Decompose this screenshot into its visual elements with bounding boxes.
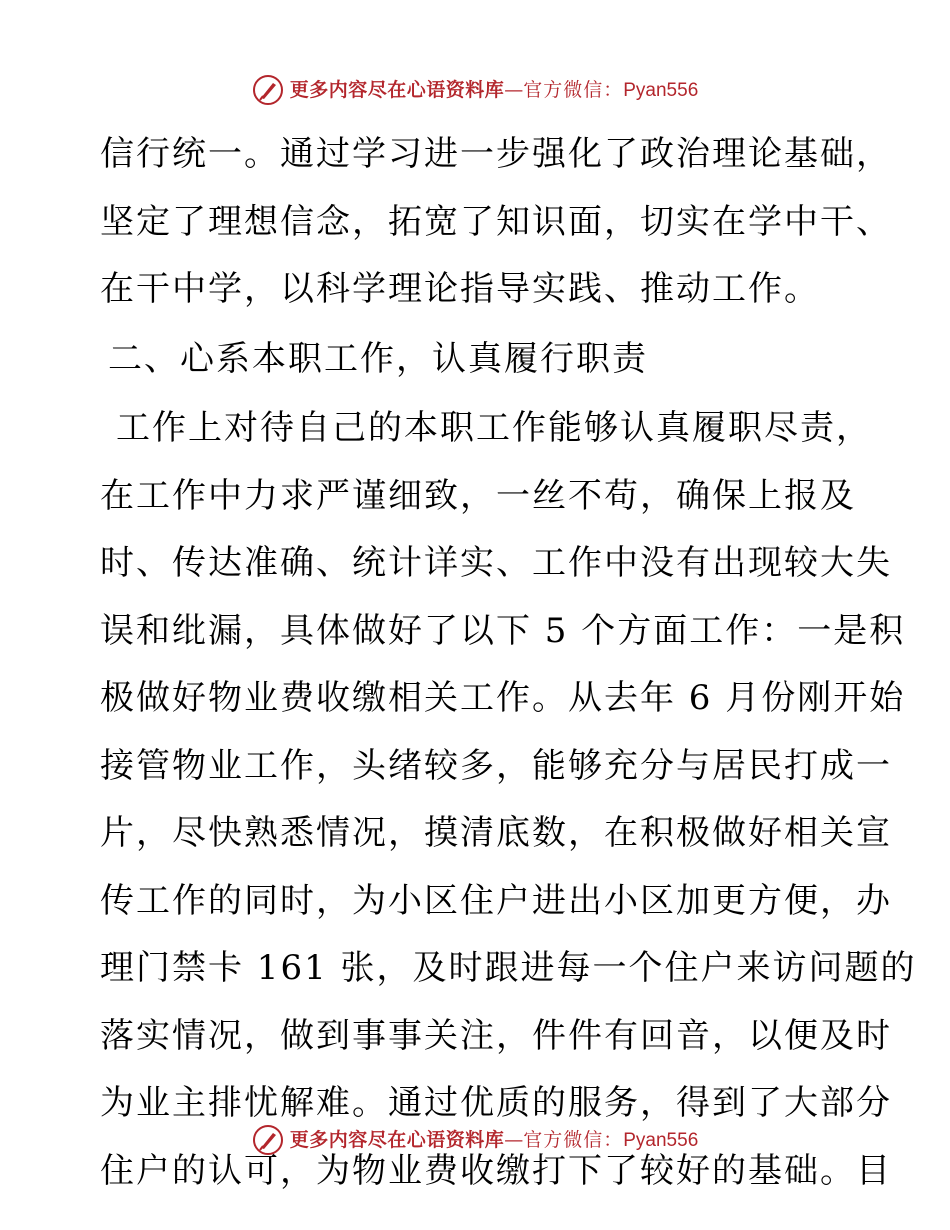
quill-pen-logo-icon xyxy=(252,74,284,106)
body-line: 坚定了理想信念，拓宽了知识面，切实在学中干、 xyxy=(100,201,892,242)
body-line: 接管物业工作，头绪较多，能够充分与居民打成一 xyxy=(100,745,892,786)
quill-pen-logo-icon xyxy=(252,1124,284,1156)
document-body xyxy=(100,121,917,1205)
body-line: 极做好物业费收缴相关工作。从去年 6 月份刚开始 xyxy=(100,678,906,718)
banner-wechat-id: Pyan556 xyxy=(623,79,699,101)
body-line: 理门禁卡 161 张，及时跟进每一个住户来访问题的 xyxy=(100,948,917,988)
body-line: 在干中学，以科学理论指导实践、推动工作。 xyxy=(100,269,820,309)
body-line: 住户的认可，为物业费收缴打下了较好的基础。目 xyxy=(100,1150,892,1191)
body-line: 在工作中力求严谨细致，一丝不苟，确保上报及 xyxy=(100,475,856,516)
footer-banner xyxy=(0,1122,950,1158)
body-line: 为业主排忧解难。通过优质的服务，得到了大部分 xyxy=(100,1083,892,1123)
banner-wechat-label: 官方微信： xyxy=(523,1128,624,1151)
body-line: 工作上对待自己的本职工作能够认真履职尽责， xyxy=(116,408,872,448)
body-line: 信行统一。通过学习进一步强化了政治理论基础， xyxy=(100,134,892,174)
banner-main-text: 更多内容尽在心语资料库 xyxy=(289,1128,505,1151)
body-line: 传工作的同时，为小区住户进出小区加更方便，办 xyxy=(100,880,892,921)
banner-wechat-id: Pyan556 xyxy=(623,1129,699,1151)
body-line: 时、传达准确、统计详实、工作中没有出现较大失 xyxy=(100,543,892,583)
banner-dash: — xyxy=(504,1128,524,1151)
body-line: 片，尽快熟悉情况，摸清底数，在积极做好相关宣 xyxy=(100,813,892,853)
header-banner xyxy=(0,72,950,108)
body-line: 误和纰漏，具体做好了以下 5 个方面工作：一是积 xyxy=(100,610,906,651)
section-heading: 二、心系本职工作，认真履行职责 xyxy=(108,338,648,379)
body-line: 落实情况，做到事事关注，件件有回音，以便及时 xyxy=(100,1015,892,1056)
banner-dash: — xyxy=(504,78,524,101)
banner-wechat-label: 官方微信： xyxy=(523,78,624,101)
banner-main-text: 更多内容尽在心语资料库 xyxy=(289,78,505,101)
